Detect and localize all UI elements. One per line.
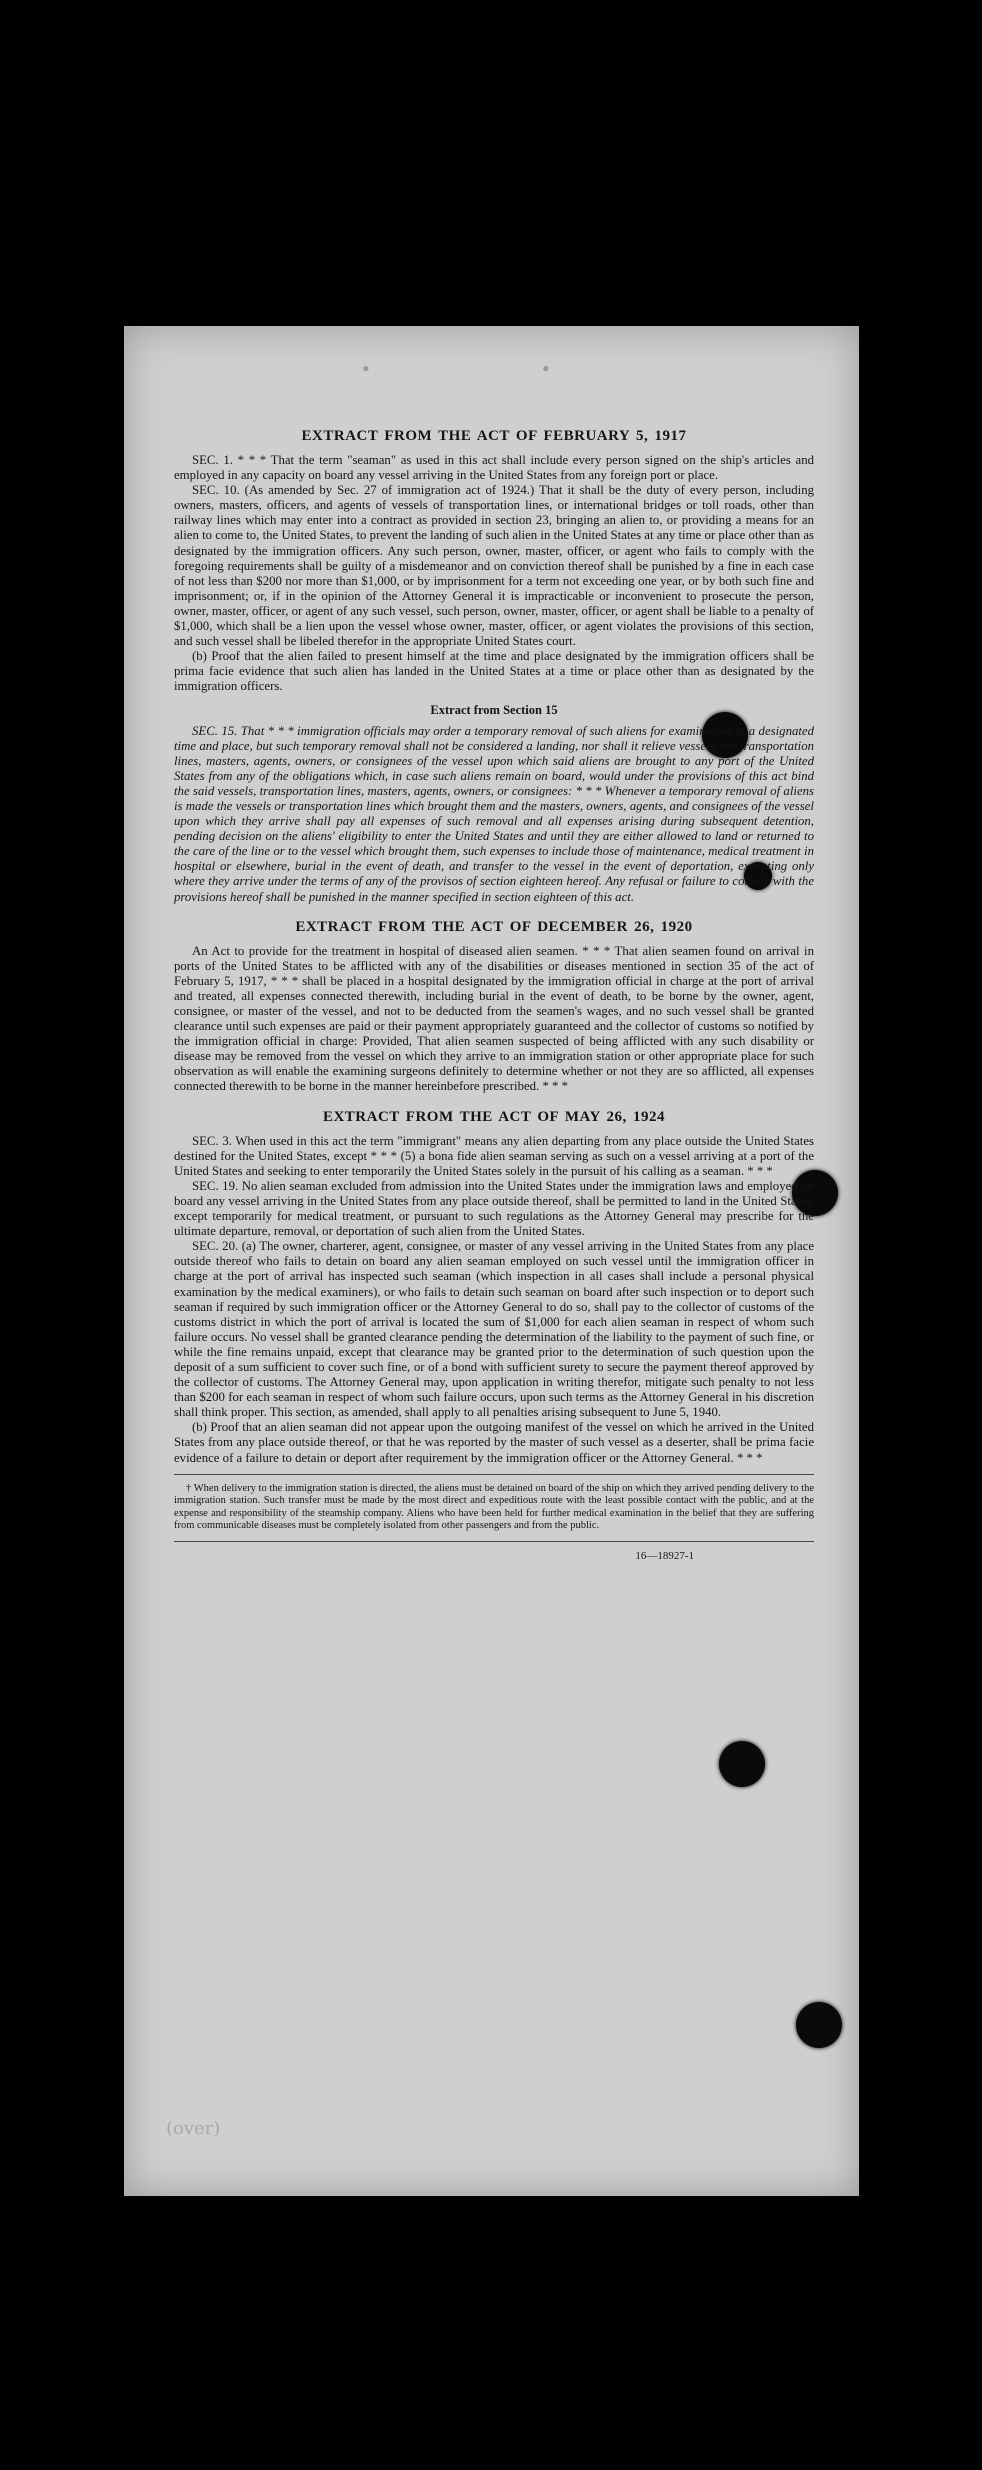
paragraph-sec3: SEC. 3. When used in this act the term "immigrant" means any alien departing from any place outside the United States destined for the United States, except * * * (5) a bona fide alien seaman serving as such on a vessel arriving at a port of the United States and seeking to enter temporarily the United States solely in the pursuit of his calling as a seaman. * * * [174,1133,814,1178]
document-page [124,326,859,2196]
paragraph-sec20b: (b) Proof that an alien seaman did not appear upon the outgoing manifest of the vessel on which he arrived in the United States from any place outside thereof, or that he was reported by the master of such vessel as a deserter, shall be prima facie evidence of a failure to detain or deport after requirement by the immigration officer or the Attorney General. * * * [174,1420,814,1465]
paragraph-sec15: SEC. 15. That * * * immigration officials may order a temporary removal of such aliens for examination at a designated time and place, but such temporary removal shall not be considered a landing, nor shall it relieve vessels, the transportation lines, masters, agents, owners, or consignees of the vessel upon which said aliens are brought to any port of the United States from any of the obligations which, in case such aliens remain on board, would under the provisions of this act bind the said vessels, transportation lines, masters, agents, owners, or consignees: * * * Whenever a temporary removal of aliens is made the vessels or transportation lines which brought them and the masters, owners, agents, and consignees of the vessel upon which they arrive shall pay all expenses of such removal and all expenses arising during subsequent detention, pending decision on the aliens' eligibility to enter the United States and until they are either allowed to land or returned to the care of the line or to the vessel which brought them, such expenses to include those of maintenance, medical treatment in hospital or elsewhere, burial in the event of death, and transfer to the vessel in the event of deportation, excepting only where they arrive under the terms of any of the provisos of section eighteen hereof. Any refusal or failure to comply with the provisions hereof shall be punished in the manner specified in section eighteen of this act. [174,723,814,904]
document-content [174,414,814,1562]
paragraph-sec1: SEC. 1. * * * That the term "seaman" as used in this act shall include every person signed on the ship's articles and employed in any capacity on board any vessel arriving in the United States from any foreign port or place. [174,453,814,483]
footnote-divider [174,1474,814,1475]
section-heading-section15: Extract from Section 15 [430,702,558,717]
dot-mark: • [362,356,370,381]
punch-hole-bottom [796,2002,842,2048]
paragraph-sec10b: (b) Proof that the alien failed to present himself at the time and place designated by the immigration officers shall be prima facie evidence that such alien has landed in the United States at a time or place other than as designated by the immigration officers. [174,649,814,694]
paragraph-sec20a: SEC. 20. (a) The owner, charterer, agent, consignee, or master of any vessel arriving in the United States from any place outside thereof who fails to detain on board any alien seaman employed on such vessel until the immigration officer in charge at the port of arrival has inspected such seaman (which inspection in all cases shall include a personal physical examination by the medical examiners), or who fails to detain such seaman on board after such inspection or to deport such seaman if required by such immigration officer or the Attorney General to do so, shall pay to the collector of customs of the customs district in which the port of arrival is located the sum of $1,000 for each alien seaman in respect of whom such failure occurs. No vessel shall be granted clearance pending the determination of the liability to the payment of such fine, or while the fine remains unpaid, except that clearance may be granted prior to the determination of such question upon the deposit of a sum sufficient to cover such fine, or of a bond with sufficient surety to secure the payment thereof approved by the collector of customs. The Attorney General may, upon application in writing therefor, mitigate such penalty to not less than $200 for each seaman in respect of whom such failure occurs, upon such terms as the Attorney General in his discretion shall think proper. This section, as amended, shall apply to all penalties arising subsequent to June 5, 1940. [174,1239,814,1420]
section-heading-1917: EXTRACT FROM THE ACT OF FEBRUARY 5, 1917 [301,428,687,444]
bottom-divider [174,1541,814,1542]
paragraph-sec19: SEC. 19. No alien seaman excluded from admission into the United States under the immigration laws and employed on board any vessel arriving in the United States from any place outside thereof, shall be permitted to land in the United States, except temporarily for medical treatment, or pursuant to such regulations as the Attorney General may prescribe for the ultimate departure, removal, or deportation of such alien from the United States. [174,1178,814,1239]
dot-mark-2: • [542,356,550,381]
margin-note: (over) [166,2118,221,2139]
form-number: 16—18927-1 [635,1549,694,1562]
paragraph-act-1920: An Act to provide for the treatment in hospital of diseased alien seamen. * * * That alien seamen found on arrival in ports of the United States to be afflicted with any of the disabilities or diseases mentioned in section 35 of the act of February 5, 1917, * * * shall be placed in a hospital designated by the immigration official in charge at the port of arrival and treated, all expenses connected therewith, including burial in the event of death, to be borne by the owner, agent, consignee, or master of the vessel, and not to be deducted from the seamen's wages, and no such vessel shall be granted clearance until such expenses are paid or their payment appropriately guaranteed and the collector of customs so notified by the immigration official in charge: Provided, That alien seamen suspected of being afflicted with any such disability or disease may be removed from the vessel on which they arrive to an immigration station or other appropriate place for such observation as will enable the examining surgeons definitely to determine whether or not they are so afflicted, all expenses connected therewith to be borne in the manner hereinbefore prescribed. * * * [174,943,814,1094]
section-heading-1920: EXTRACT FROM THE ACT OF DECEMBER 26, 1920 [295,918,693,935]
section-heading-1924: EXTRACT FROM THE ACT OF MAY 26, 1924 [322,1108,666,1125]
paragraph-sec10: SEC. 10. (As amended by Sec. 27 of immigration act of 1924.) That it shall be the duty of every person, including owners, masters, officers, and agents of vessels of transportation lines, or international bridges or toll roads, other than railway lines which may enter into a contract as provided in section 23, bringing an alien to, or providing a means for an alien to come to, the United States, to prevent the landing of such alien in the United States at any time or place other than as designated by the immigration officers. Any such person, owner, master, officer, or agent who fails to comply with the foregoing requirements shall be guilty of a misdemeanor and on conviction thereof shall be punished by a fine in each case of not less than $200 nor more than $1,000, or by imprisonment for a term not exceeding one year, or by both such fine and imprisonment; or, if in the opinion of the Attorney General it is impracticable or inconvenient to prosecute the person, owner, master, officer, or agent of any such vessel, such person, owner, master, officer, or agent shall be liable to a penalty of $1,000, which shall be a lien upon the vessel whose owner, master, officer, or agent violates the provisions of this section, and such vessel shall be libeled therefor in the appropriate United States court. [174,483,814,649]
footnote: † When delivery to the immigration station is directed, the aliens must be detained on board of the ship on which they arrived pending delivery to the immigration station. Such transfer must be made by the most direct and expeditious route with the least possible contact with the public, and at the expense and responsibility of the steamship company. Aliens who have been held for further medical examination in the belief that they are suffering from communicable diseases must be completely isolated from other passengers and from the public. [174,1482,814,1532]
punch-hole-lower [719,1741,765,1787]
